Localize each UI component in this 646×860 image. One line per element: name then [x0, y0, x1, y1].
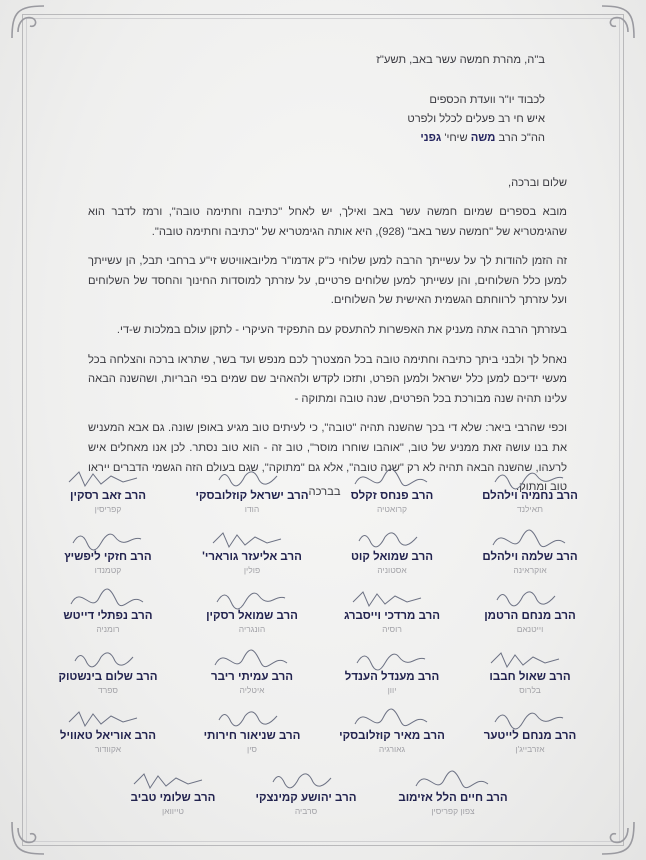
- signatory-name: הרב עמיתי ריבר: [210, 671, 294, 683]
- signatory-country: קטמנדו: [94, 565, 122, 575]
- recipient-first-name: משה: [470, 132, 496, 144]
- address-line: לכבוד יו"ר וועדת הכספים: [429, 94, 545, 106]
- signature-icon: [207, 582, 297, 610]
- signatory: [38, 462, 178, 514]
- signatory: [38, 523, 178, 575]
- signatory-name: הרב חיים הלל אזימוב: [398, 792, 508, 804]
- signatory-country: קפריסין: [94, 504, 122, 514]
- signatory: [383, 764, 523, 816]
- signature-icon: [485, 462, 575, 490]
- corner-flourish-icon: [598, 818, 638, 858]
- signature-icon: [63, 523, 153, 551]
- recipient-title: הה"כ הרב: [498, 132, 545, 144]
- signatory-country: תאילנד: [517, 504, 543, 514]
- signatory: [460, 462, 600, 514]
- signatory-country: וייטנאם: [516, 624, 544, 634]
- corner-flourish-icon: [8, 818, 48, 858]
- signatory: [38, 582, 178, 634]
- signature-icon: [63, 462, 153, 490]
- signatory-name: הרב פנחס זקלס: [350, 490, 434, 502]
- signatory-country: גאורגיה: [378, 744, 406, 754]
- closing: בברכה,: [305, 486, 341, 498]
- signature-icon: [347, 462, 437, 490]
- signatory: [182, 582, 322, 634]
- recipient-line: [407, 129, 545, 148]
- signatory: [322, 523, 462, 575]
- signatory: [322, 702, 462, 754]
- signature-icon: [207, 643, 297, 671]
- paragraph: זה הזמן להודות לך על עשייתך הרבה למען שלוחי כ"ק אדמו"ר מליובאוויטש זי"ע ברחבי תבל, הן עשייתך למען כלל השלוחים, והן עשייתך למען שלוחים פרטיים, על עזרתך למוסדות החינוך והחסד של השלוחים ועל עזרתך לרווחתם הגשמית האישית של השלוחים.: [88, 255, 567, 307]
- signatory-name: הרב יהושע קמינצקי: [255, 792, 357, 804]
- signatory: [460, 582, 600, 634]
- signatory-country: סין: [247, 744, 257, 754]
- paragraph: בעזרתך הרבה אתה מעניק את האפשרות להתעסק עם התפקיד העיקרי - לתקן עולם במלכות ש-די.: [116, 323, 567, 336]
- signatory: [38, 702, 178, 754]
- signature-icon: [128, 764, 218, 792]
- signatory-name: הרב זאב רסקין: [70, 490, 146, 502]
- signatory-country: אקוודור: [94, 744, 122, 754]
- signatory-name: הרב שמואל רסקין: [206, 610, 298, 622]
- signatory-country: אסטוניה: [377, 565, 407, 575]
- signatory-country: אוקראינה: [513, 565, 547, 575]
- signature-icon: [485, 523, 575, 551]
- recipient-last-name: גפני: [420, 132, 442, 144]
- signatory-country: רומניה: [96, 624, 120, 634]
- signatory-name: הרב מנחם הרטמן: [484, 610, 576, 622]
- corner-flourish-icon: [8, 2, 48, 42]
- signatory: [182, 643, 322, 695]
- signatory-name: הרב שמואל קוט: [351, 551, 433, 563]
- signature-icon: [207, 523, 297, 551]
- signatory-country: אזרבייג'ן: [515, 744, 545, 754]
- signature-icon: [63, 702, 153, 730]
- signature-icon: [63, 582, 153, 610]
- signatory-country: טייוואן: [162, 806, 184, 816]
- signature-icon: [347, 643, 437, 671]
- paragraph: וכפי שהרבי ביאר: שלא די בכך שהשנה תהיה "טובה", כי לעיתים טוב מגיע באופן שונה. גם אבא המעניש את בנו עושה זאת ממניע של טוב, "אוהבו שוחרו מוסר", טוב זה - הוא טוב נסתר. לכן אנו מאחלים איש לרעהו, שהשנה הבאה תהיה לא רק "שנה טובה", אלא גם "מתוקה", שגם בעולם הזה הגשמי הדברים ייראו טוב ומתוק.: [88, 422, 567, 494]
- signatory-country: הודו: [244, 504, 260, 514]
- signature-icon: [207, 702, 297, 730]
- signatory: [460, 702, 600, 754]
- signature-icon: [485, 702, 575, 730]
- signatory: [38, 643, 178, 695]
- address-line: איש חי רב פעלים לכלל ולפרט: [407, 113, 545, 125]
- signature-icon: [347, 523, 437, 551]
- signatory-country: סרביה: [294, 806, 318, 816]
- recipient-honorific: שיחי': [444, 132, 468, 144]
- signatory-name: הרב שלמה וילהלם: [482, 551, 578, 563]
- greeting: שלום וברכה,: [507, 177, 567, 189]
- signatory: [182, 462, 322, 514]
- signatory-name: הרב נחמיה וילהלם: [482, 490, 578, 502]
- paragraph: מובא בספרים שמיום חמשה עשר באב ואילך, יש לאחל "כתיבה וחתימה טובה", ורמז לדבר הוא שהגימטריא של "חמשה עשר באב" (928), היא אותה הגימטריא של "כתיבה וחתימה טובה".: [88, 206, 567, 238]
- signatory: [236, 764, 376, 816]
- signature-icon: [347, 702, 437, 730]
- signatory-name: הרב מאיר קוזלובסקי: [339, 730, 445, 742]
- signatory: [460, 523, 600, 575]
- signatory: [103, 764, 243, 816]
- signatory-country: קרואטיה: [376, 504, 408, 514]
- signatory-name: הרב מענדל הענדל: [344, 671, 440, 683]
- signatory: [460, 643, 600, 695]
- signature-icon: [485, 643, 575, 671]
- signatory: [182, 523, 322, 575]
- signatory-country: בלרוס: [519, 685, 541, 695]
- signatory-name: הרב שאול חבבו: [489, 671, 571, 683]
- signature-icon: [261, 764, 351, 792]
- signatory-name: הרב חזקי ליפשיץ: [64, 551, 152, 563]
- address-block: [407, 91, 545, 148]
- date-line: ב"ה, מהרת חמשה עשר באב, תשע"ז: [376, 54, 545, 66]
- signature-icon: [63, 643, 153, 671]
- signatory-name: הרב נפתלי דייטש: [63, 610, 153, 622]
- signatory-country: רוסיה: [382, 624, 402, 634]
- signatory: [322, 582, 462, 634]
- corner-flourish-icon: [598, 2, 638, 42]
- signatory-name: הרב מרדכי וייסברג: [344, 610, 440, 622]
- signatory-country: יוון: [387, 685, 397, 695]
- signature-icon: [207, 462, 297, 490]
- signatory: [322, 643, 462, 695]
- signatory: [182, 702, 322, 754]
- signatory-name: הרב מנחם לייטער: [483, 730, 577, 742]
- signatory-name: הרב שניאור חירותי: [203, 730, 301, 742]
- signature-icon: [408, 764, 498, 792]
- signatory-country: הונגריה: [238, 624, 266, 634]
- signature-icon: [347, 582, 437, 610]
- signatory-country: פולין: [243, 565, 261, 575]
- signatory-name: הרב אוריאל טאוויל: [59, 730, 157, 742]
- signature-icon: [485, 582, 575, 610]
- signatory-name: הרב שלום בינשטוק: [58, 671, 158, 683]
- signatory-name: הרב ישראל קוזלובסקי: [195, 490, 309, 502]
- signatory-country: ספרד: [98, 685, 118, 695]
- signatory: [322, 462, 462, 514]
- paragraph: נאחל לך ולבני ביתך כתיבה וחתימה טובה בכל המצטרך לכם מנפש ועד בשר, שתראו ברכה והצלחה בכל מעשי ידיכם למען כלל ישראל ולמען הפרט, ותזכו לקדש ולהאהיב שם שמים בפי הבריות, ושהשנה הבאה עלינו תהיה שנה מבורכת בכל הפרטים, שנה טובה ומתוקה -: [88, 353, 567, 405]
- signatory-name: הרב אליעזר גורארי': [202, 551, 302, 563]
- signatory-country: איטליה: [239, 685, 265, 695]
- signatory-country: צפון קפריסין: [431, 806, 475, 816]
- signatory-name: הרב שלומי טביב: [130, 792, 216, 804]
